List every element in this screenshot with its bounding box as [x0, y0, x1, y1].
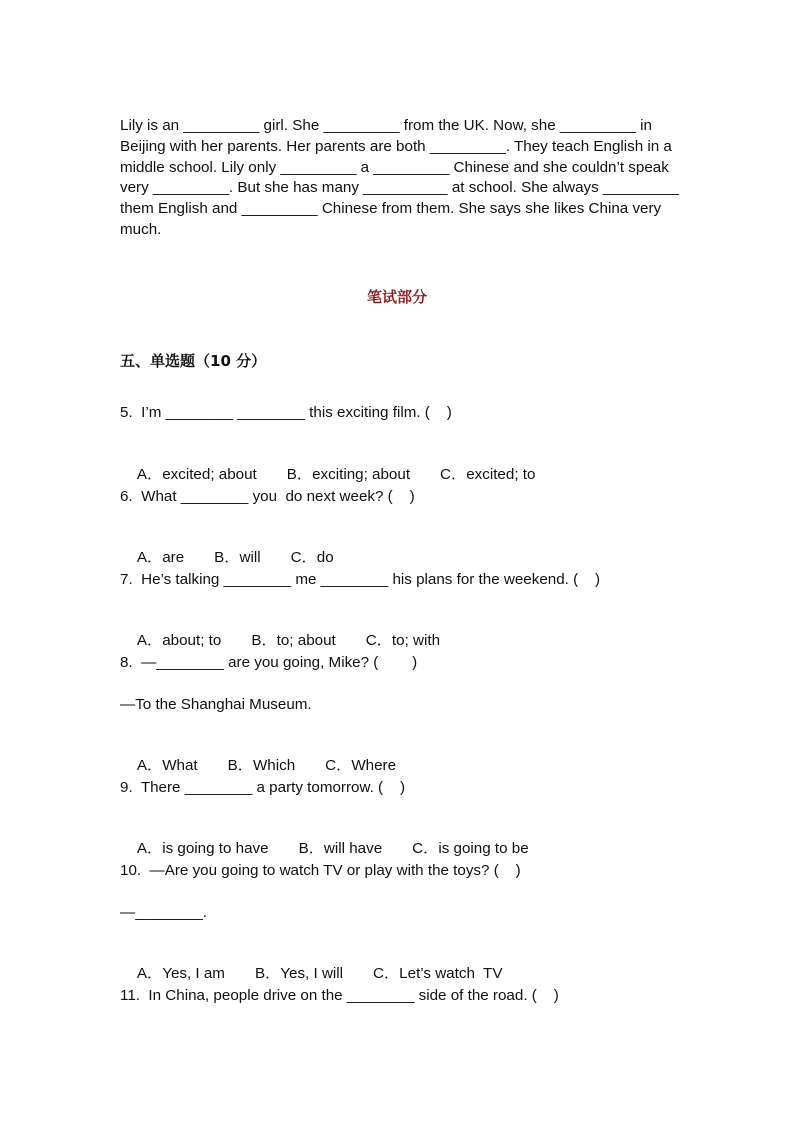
question-8-answer-line: —To the Shanghai Museum. — [120, 696, 312, 713]
option-b: B．Which — [227, 757, 296, 774]
option-b: B．will — [214, 549, 261, 566]
section-title: 笔试部分 — [366, 288, 427, 306]
option-b: B．will have — [298, 840, 383, 857]
question-11-stem: 11. In China, people drive on the ________ side of the road. ( ) — [120, 987, 559, 1004]
option-c: C．Where — [325, 757, 397, 774]
option-c: C．is going to be — [412, 840, 529, 857]
option-b: B．Yes, I will — [254, 965, 344, 982]
option-b: B．to; about — [251, 632, 336, 649]
part-heading: 五、单选题（10 分） — [120, 352, 267, 370]
question-6-stem: 6. What ________ you do next week? ( ) — [120, 488, 415, 505]
question-8-stem: 8. —________ are you going, Mike? ( ) — [120, 654, 418, 671]
cloze-passage: Lily is an _________ girl. She _________ from the UK. Now, she _________ in Beijing with her parents. Her parents are both _________. They teach English in a middle school. Lily only _________ a _________ Chinese and she couldn’t speak very _________. But she has many __________ at school. She always _________ them English and _________ Chinese from them. She says she likes China very much. — [120, 117, 679, 238]
question-10-stem: 10. —Are you going to watch TV or play with the toys? ( ) — [120, 862, 521, 879]
option-a: A．excited; about — [136, 466, 257, 483]
option-c: C．Let’s watch TV — [373, 965, 503, 982]
option-c: C．to; with — [365, 632, 441, 649]
option-a: A．about; to — [136, 632, 222, 649]
option-a: A．What — [136, 757, 198, 774]
question-10-answer-line: —________. — [120, 904, 207, 921]
question-9-stem: 9. There ________ a party tomorrow. ( ) — [120, 779, 406, 796]
question-7-stem: 7. He’s talking ________ me ________ his plans for the weekend. ( ) — [120, 571, 601, 588]
option-c: C．excited; to — [440, 466, 536, 483]
option-a: A．Yes, I am — [136, 965, 225, 982]
question-5-stem: 5. I’m ________ ________ this exciting film. ( ) — [120, 404, 452, 421]
option-a: A．is going to have — [136, 840, 269, 857]
option-a: A．are — [136, 549, 185, 566]
option-c: C．do — [290, 549, 334, 566]
option-b: B．exciting; about — [286, 466, 411, 483]
